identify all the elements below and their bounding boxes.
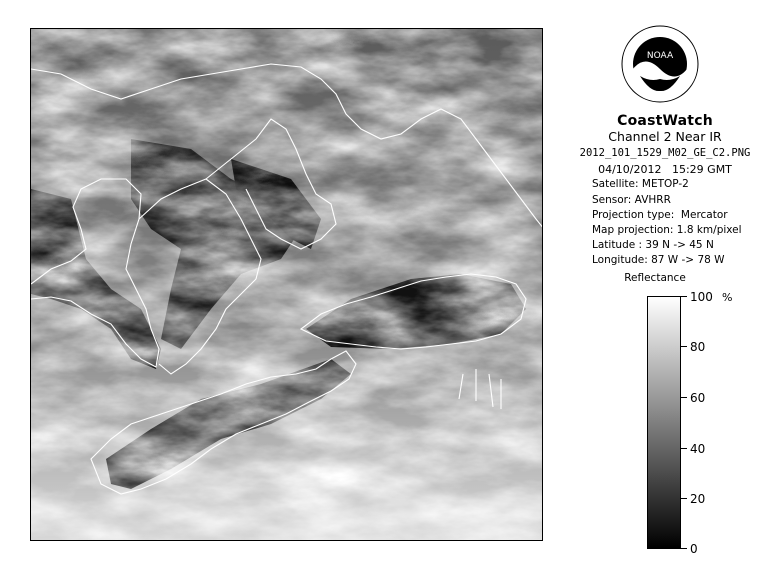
legend-tick [680, 548, 687, 549]
legend-title: Reflectance [624, 272, 686, 284]
latitude-range-label: Latitude : 39 N -> 45 N [592, 239, 714, 251]
legend-tick-label: 60 [690, 391, 706, 405]
channel-subtitle: Channel 2 Near IR [608, 129, 722, 144]
file-name: 2012_101_1529_M02_GE_C2.PNG [579, 147, 751, 159]
noaa-logo-icon [620, 24, 700, 104]
legend-tick-label: 80 [690, 340, 706, 354]
projection-type-label: Projection type: Mercator [592, 209, 728, 221]
legend-tick [680, 448, 687, 449]
legend-tick-label: 20 [690, 492, 706, 506]
legend-tick [680, 296, 687, 297]
legend-unit: % [722, 291, 733, 304]
legend-tick [680, 346, 687, 347]
longitude-range-label: Longitude: 87 W -> 78 W [592, 254, 725, 266]
satellite-image [30, 28, 543, 541]
sensor-label: Sensor: AVHRR [592, 194, 671, 206]
logo-text: NOAA [646, 51, 674, 61]
acquisition-datetime: 04/10/2012 15:29 GMT [598, 163, 732, 176]
cloud-layer [31, 29, 543, 541]
legend-tick-label: 40 [690, 442, 706, 456]
legend-tick [680, 397, 687, 398]
legend-tick [680, 498, 687, 499]
satellite-label: Satellite: METOP-2 [592, 178, 689, 190]
app-title: CoastWatch [617, 113, 713, 129]
legend-tick-label: 0 [690, 542, 698, 556]
reflectance-colorbar [647, 296, 681, 549]
map-projection-label: Map projection: 1.8 km/pixel [592, 224, 742, 236]
legend-tick-label: 100 [690, 290, 713, 304]
